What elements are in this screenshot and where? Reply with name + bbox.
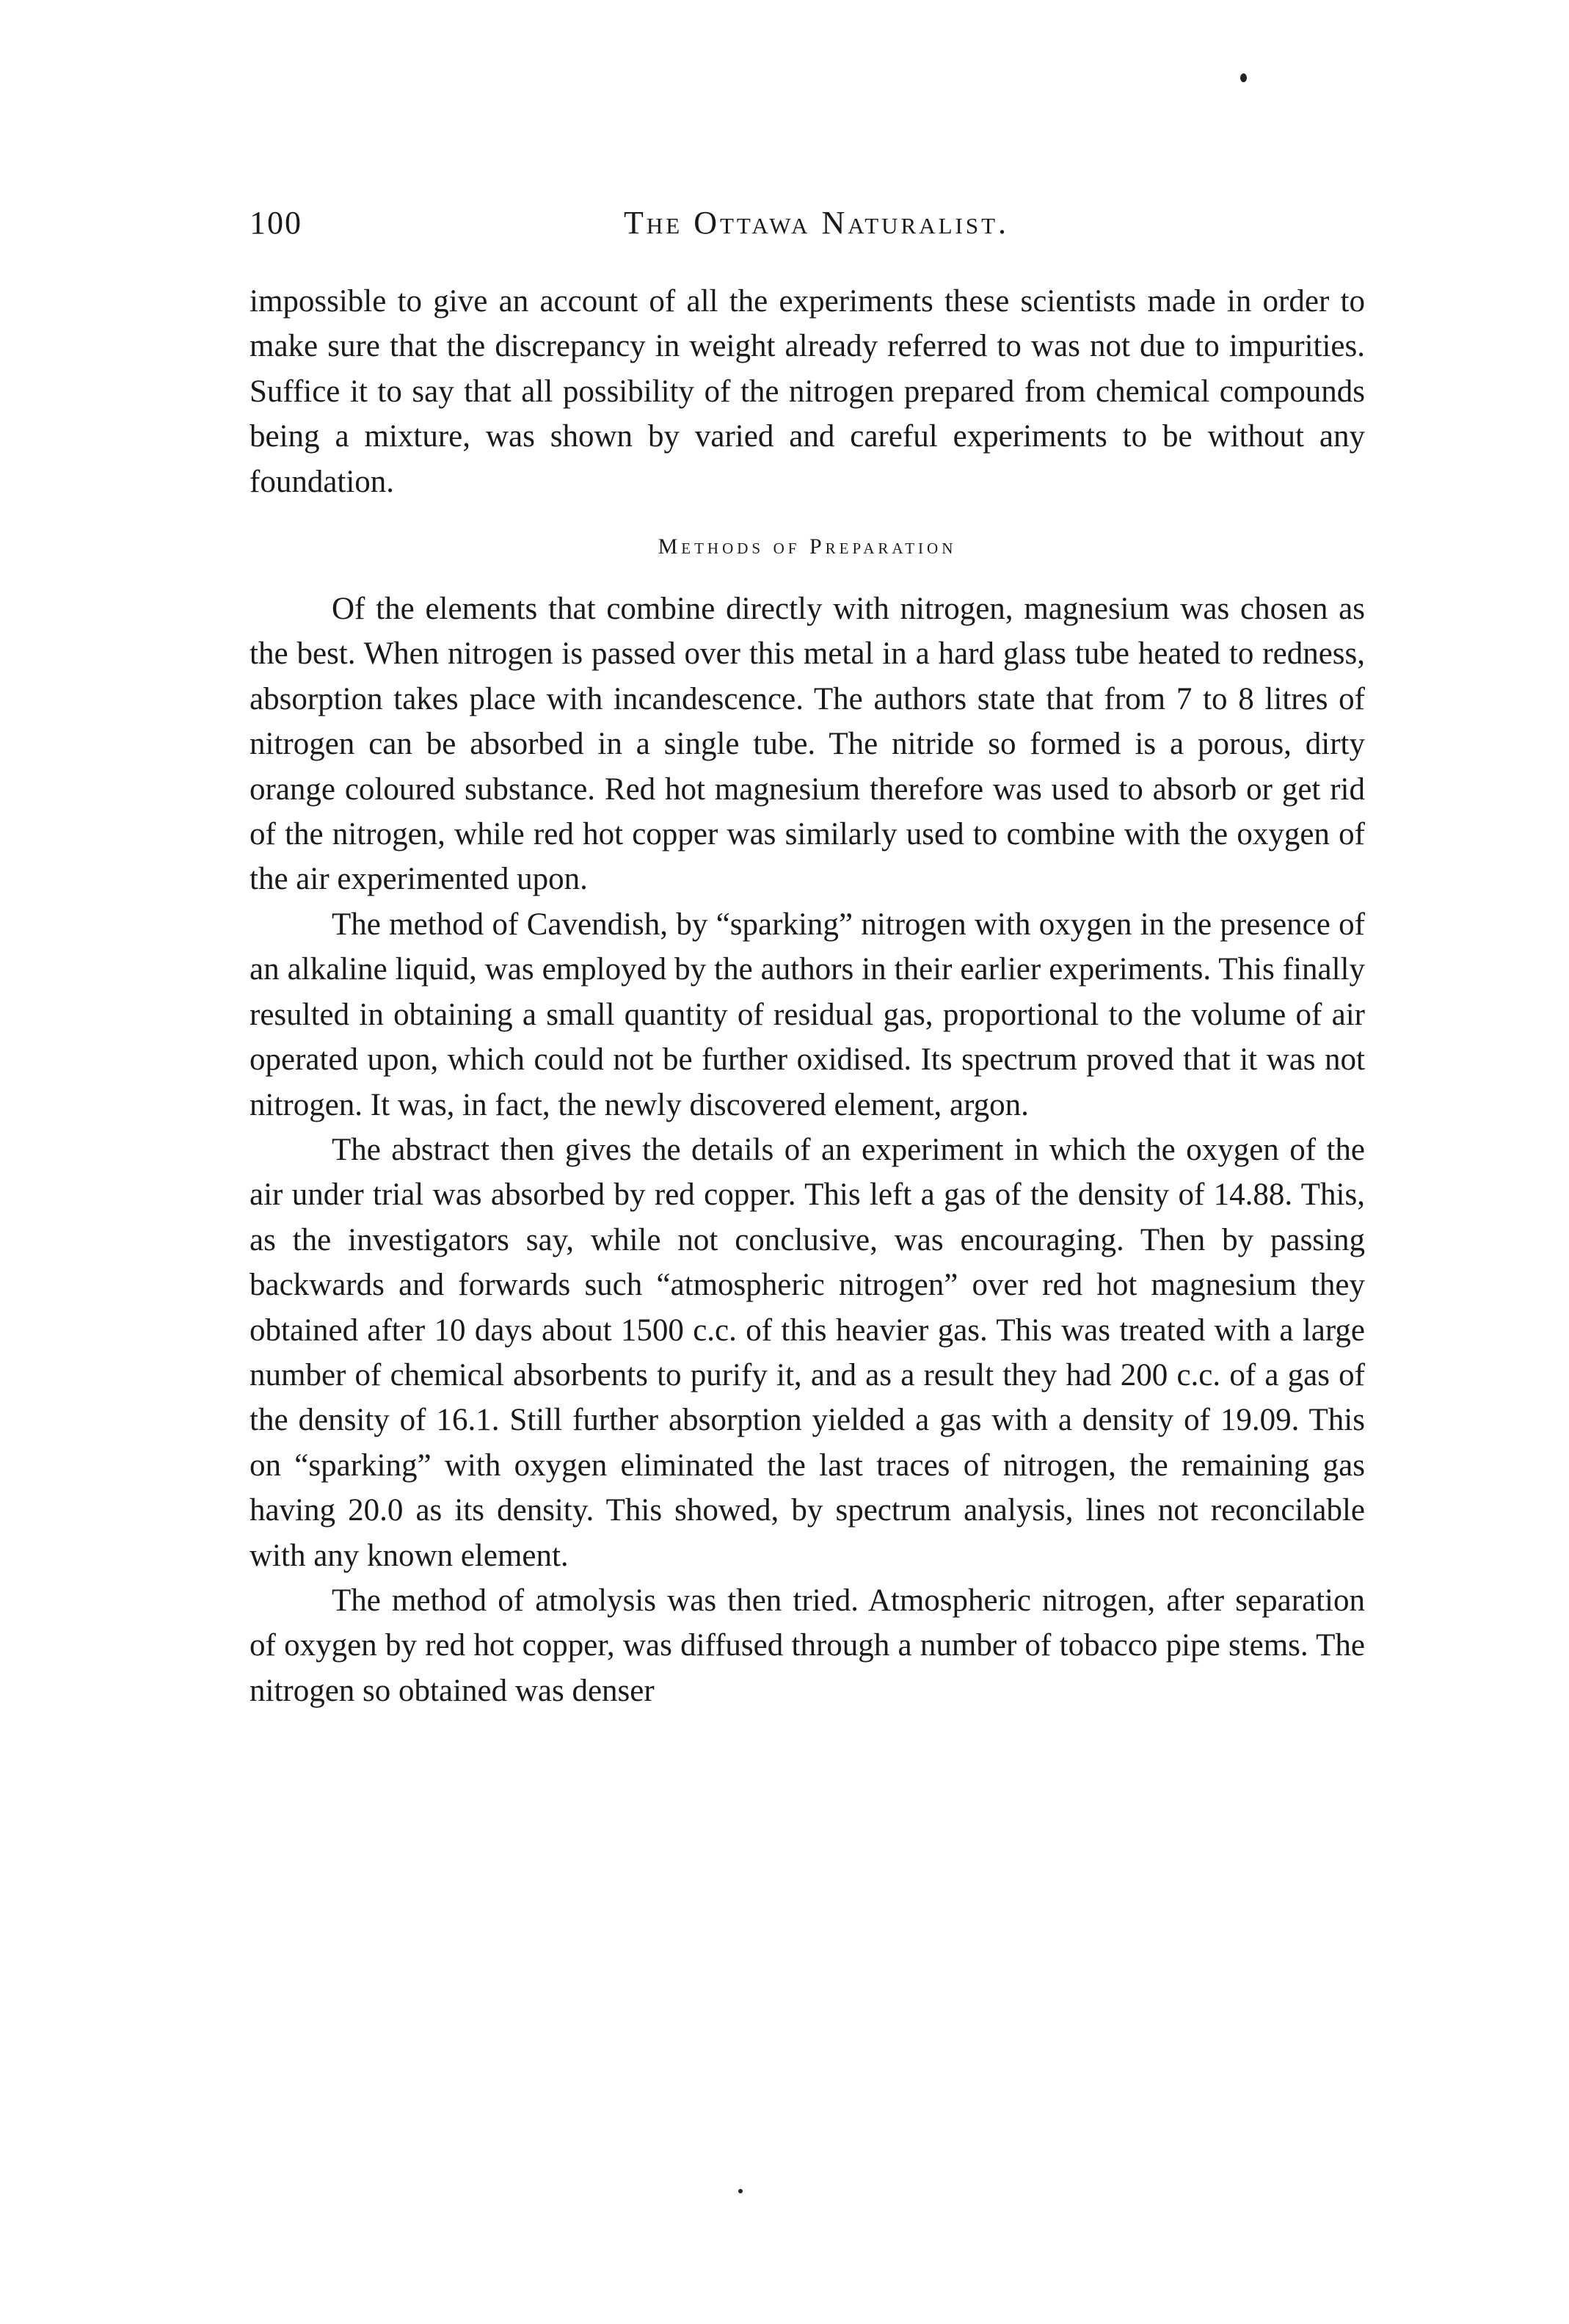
paragraph: Of the elements that combine directly with nitrogen, magnesium was chosen as the best. When nitrogen is passed over this metal in a hard glass tube heated to redness, absorption takes place with incandescence. The authors state that from 7 to 8 litres of nitrogen can be absorbed in a single tube. The nitride so formed is a porous, dirty orange coloured substance. Red hot magnesium therefore was used to absorb or get rid of the nitrogen, while red hot copper was similarly used to combine with the oxygen of the air experimented upon. [250,592,1365,897]
section-heading: Methods of Preparation [658,534,957,559]
article-body [250,279,1365,1713]
ink-speck [1240,73,1247,82]
ink-speck [738,2189,743,2193]
paragraph: The method of Cavendish, by “sparking” nitrogen with oxygen in the presence of an alkaline liquid, was employed by the authors in their earlier experiments. This finally resulted in obtaining a small quantity of residual gas, proportional to the volume of air operated upon, which could not be further oxidised. Its spectrum proved that it was not nitrogen. It was, in fact, the newly discovered element, argon. [250,907,1365,1122]
page-number: 100 [250,205,302,241]
running-head: The Ottawa Naturalist. [624,205,1010,241]
page-header [250,204,1365,248]
paragraph-continued: impossible to give an account of all the experiments these scientists made in order to make sure that the discrepancy in weight already referred to was not due to impurities. Suffice it to say that all possibility of the nitrogen prepared from chemical compounds being a mixture, was shown by varied and careful experiments to be without any foundation. [250,284,1365,499]
paragraph: The abstract then gives the details of an experiment in which the oxygen of the air under trial was absorbed by red copper. This left a gas of the density of 14.88. This, as the investigators say, while not conclusive, was encouraging. Then by passing backwards and forwards such “atmospheric nitrogen” over red hot magnesium they obtained after 10 days about 1500 c.c. of this heavier gas. This was treated with a large number of chemical absorbents to purify it, and as a result they had 200 c.c. of a gas of the density of 16.1. Still further absorption yielded a gas with a density of 19.09. This on “sparking” with oxygen eliminated the last traces of nitrogen, the remaining gas having 20.0 as its density. This showed, by spectrum analysis, lines not reconcilable with any known element. [250,1132,1365,1573]
paragraph: The method of atmolysis was then tried. Atmospheric nitrogen, after separation of oxygen by red hot copper, was diffused through a number of tobacco pipe stems. The nitrogen so obtained was denser [250,1583,1365,1708]
